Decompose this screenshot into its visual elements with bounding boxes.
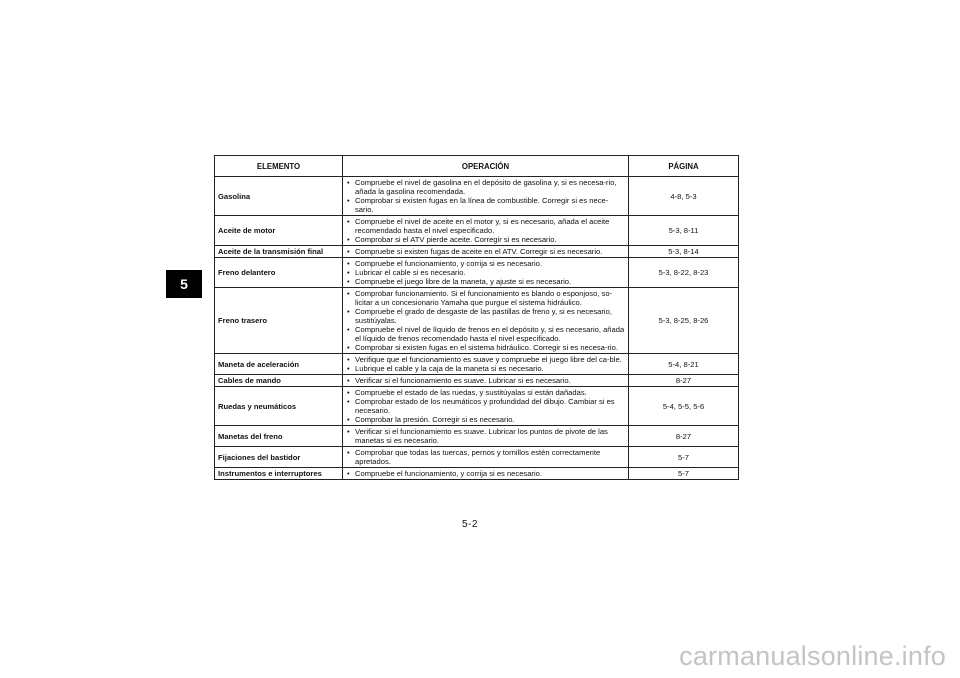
operation-list	[346, 217, 625, 244]
row-element: Aceite de motor	[215, 216, 343, 246]
row-page-reference: 5-3, 8-22, 8-23	[629, 258, 739, 288]
row-operation	[343, 426, 629, 447]
row-operation	[343, 246, 629, 258]
operation-item: • Comprobar si el ATV pierde aceite. Corregir si es necesario.	[346, 235, 625, 244]
operation-item: • Compruebe el grado de desgaste de las pastillas de freno y, si es necesario, sustitúyalas.	[346, 307, 625, 325]
row-page-reference: 5-3, 8-11	[629, 216, 739, 246]
operation-item: • Lubricar el cable si es necesario.	[346, 268, 625, 277]
operation-item: • Verificar si el funcionamiento es suave. Lubricar los puntos de pivote de las manetas si es necesario.	[346, 427, 625, 445]
row-page-reference: 8-27	[629, 375, 739, 387]
table-row	[215, 447, 739, 468]
table-row	[215, 177, 739, 216]
row-operation	[343, 387, 629, 426]
row-element: Cables de mando	[215, 375, 343, 387]
operation-item: • Compruebe si existen fugas de aceite en el ATV. Corregir si es necesario.	[346, 247, 625, 256]
row-operation	[343, 354, 629, 375]
operation-item: • Comprobar que todas las tuercas, pernos y tornillos estén correctamente apretados.	[346, 448, 625, 466]
table-row	[215, 468, 739, 480]
row-element: Gasolina	[215, 177, 343, 216]
row-page-reference: 8-27	[629, 426, 739, 447]
row-page-reference: 4-8, 5-3	[629, 177, 739, 216]
row-element: Manetas del freno	[215, 426, 343, 447]
row-operation	[343, 468, 629, 480]
operation-list	[346, 289, 625, 352]
operation-list	[346, 448, 625, 466]
operation-item: • Lubrique el cable y la caja de la maneta si es necesario.	[346, 364, 625, 373]
header-operation: OPERACIÓN	[343, 156, 629, 177]
row-page-reference: 5-7	[629, 447, 739, 468]
operation-item: • Compruebe el estado de las ruedas, y sustitúyalas si están dañadas.	[346, 388, 625, 397]
operation-list	[346, 355, 625, 373]
operation-item: • Compruebe el juego libre de la maneta, y ajuste si es necesario.	[346, 277, 625, 286]
operation-list	[346, 259, 625, 286]
row-element: Maneta de aceleración	[215, 354, 343, 375]
operation-item: • Comprobar la presión. Corregir si es necesario.	[346, 415, 625, 424]
table-header-row	[215, 156, 739, 177]
operation-item: • Comprobar si existen fugas en el sistema hidráulico. Corregir si es necesa-rio.	[346, 343, 625, 352]
table-row	[215, 216, 739, 246]
operation-item: • Compruebe el nivel de aceite en el motor y, si es necesario, añada el aceite recomendado hasta el nivel especificado.	[346, 217, 625, 235]
row-element: Fijaciones del bastidor	[215, 447, 343, 468]
row-operation	[343, 258, 629, 288]
operation-item: • Verifique que el funcionamiento es suave y compruebe el juego libre del ca-ble.	[346, 355, 625, 364]
page-number: 5-2	[462, 519, 478, 530]
table-row	[215, 375, 739, 387]
header-page: PÁGINA	[629, 156, 739, 177]
row-page-reference: 5-3, 8-14	[629, 246, 739, 258]
operation-item: • Comprobar si existen fugas en la línea de combustible. Corregir si es nece-sario.	[346, 196, 625, 214]
row-operation	[343, 288, 629, 354]
operation-list	[346, 388, 625, 424]
row-element: Instrumentos e interruptores	[215, 468, 343, 480]
row-operation	[343, 375, 629, 387]
row-page-reference: 5-4, 8-21	[629, 354, 739, 375]
operation-item: • Verificar si el funcionamiento es suave. Lubricar si es necesario.	[346, 376, 625, 385]
operation-list	[346, 178, 625, 214]
operation-list	[346, 469, 625, 478]
table-row	[215, 426, 739, 447]
watermark: carmanualsonline.info	[679, 641, 946, 671]
operation-list	[346, 376, 625, 385]
operation-item: • Compruebe el funcionamiento, y corrija si es necesario.	[346, 259, 625, 268]
row-operation	[343, 216, 629, 246]
operation-list	[346, 247, 625, 256]
operation-item: • Comprobar funcionamiento. Si el funcionamiento es blando o esponjoso, so-licitar a un concesionario Yamaha que purgue el sistema hidráulico.	[346, 289, 625, 307]
row-element: Ruedas y neumáticos	[215, 387, 343, 426]
operation-item: • Compruebe el nivel de líquido de frenos en el depósito y, si es necesario, añada el líquido de frenos recomendado hasta el nivel especificado.	[346, 325, 625, 343]
row-page-reference: 5-3, 8-25, 8-26	[629, 288, 739, 354]
table-row	[215, 354, 739, 375]
row-element: Aceite de la transmisión final	[215, 246, 343, 258]
table-row	[215, 288, 739, 354]
row-element: Freno delantero	[215, 258, 343, 288]
table-row	[215, 258, 739, 288]
operation-item: • Comprobar estado de los neumáticos y profundidad del dibujo. Cambiar si es necesario.	[346, 397, 625, 415]
row-operation	[343, 447, 629, 468]
pre-operation-checklist-table	[214, 155, 739, 480]
operation-item: • Compruebe el funcionamiento, y corrija si es necesario.	[346, 469, 625, 478]
row-page-reference: 5-7	[629, 468, 739, 480]
table-row	[215, 246, 739, 258]
operation-item: • Compruebe el nivel de gasolina en el depósito de gasolina y, si es necesa-rio, añada la gasolina recomendada.	[346, 178, 625, 196]
table-row	[215, 387, 739, 426]
row-page-reference: 5-4, 5-5, 5-6	[629, 387, 739, 426]
row-operation	[343, 177, 629, 216]
header-element: ELEMENTO	[215, 156, 343, 177]
operation-list	[346, 427, 625, 445]
chapter-tab: 5	[166, 270, 202, 298]
row-element: Freno trasero	[215, 288, 343, 354]
